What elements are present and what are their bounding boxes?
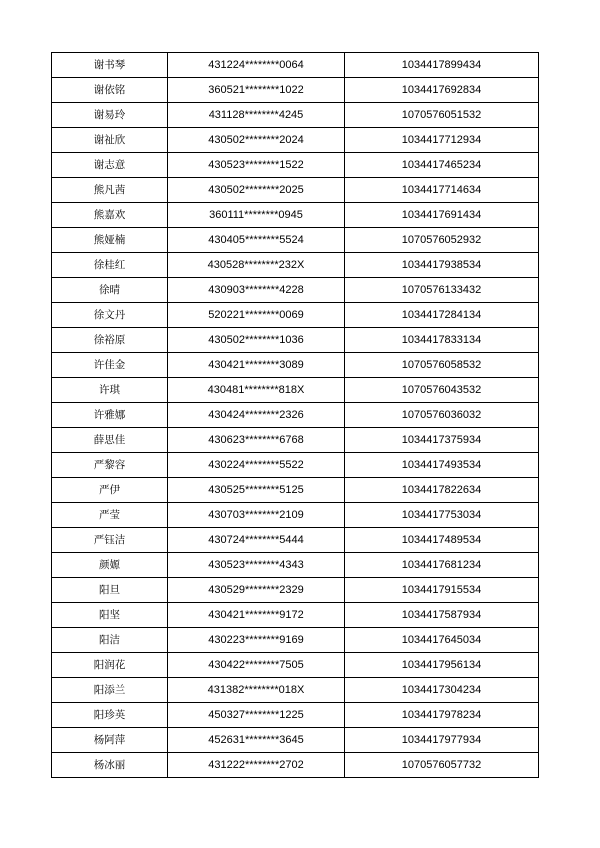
- table-row: [52, 78, 539, 103]
- name-cell: 薛思佳: [52, 428, 168, 453]
- id-number-cell: 431222********2702: [168, 753, 345, 778]
- name-cell: 严钰洁: [52, 528, 168, 553]
- id-number-cell: 430224********5522: [168, 453, 345, 478]
- name-cell: 熊嘉欢: [52, 203, 168, 228]
- roster-table-body: [52, 53, 539, 778]
- table-row: [52, 603, 539, 628]
- name-cell: 徐晴: [52, 278, 168, 303]
- id-number-cell: 430502********2025: [168, 178, 345, 203]
- table-row: [52, 103, 539, 128]
- table-row: [52, 478, 539, 503]
- registration-number-cell: 1034417956134: [345, 653, 539, 678]
- id-number-cell: 430523********1522: [168, 153, 345, 178]
- name-cell: 严黎容: [52, 453, 168, 478]
- name-cell: 谢易玲: [52, 103, 168, 128]
- name-cell: 杨冰丽: [52, 753, 168, 778]
- table-row: [52, 753, 539, 778]
- name-cell: 阳润花: [52, 653, 168, 678]
- table-row: [52, 203, 539, 228]
- id-number-cell: 430421********9172: [168, 603, 345, 628]
- name-cell: 许雅娜: [52, 403, 168, 428]
- id-number-cell: 452631********3645: [168, 728, 345, 753]
- id-number-cell: 430405********5524: [168, 228, 345, 253]
- name-cell: 杨阿萍: [52, 728, 168, 753]
- table-row: [52, 278, 539, 303]
- registration-number-cell: 1034417977934: [345, 728, 539, 753]
- name-cell: 徐桂红: [52, 253, 168, 278]
- id-number-cell: 430529********2329: [168, 578, 345, 603]
- id-number-cell: 360111********0945: [168, 203, 345, 228]
- table-row: [52, 628, 539, 653]
- id-number-cell: 430422********7505: [168, 653, 345, 678]
- registration-number-cell: 1070576043532: [345, 378, 539, 403]
- table-row: [52, 428, 539, 453]
- table-row: [52, 178, 539, 203]
- name-cell: 严伊: [52, 478, 168, 503]
- table-row: [52, 228, 539, 253]
- table-row: [52, 403, 539, 428]
- registration-number-cell: 1034417493534: [345, 453, 539, 478]
- name-cell: 谢祉欣: [52, 128, 168, 153]
- registration-number-cell: 1034417375934: [345, 428, 539, 453]
- registration-number-cell: 1034417587934: [345, 603, 539, 628]
- registration-number-cell: 1034417645034: [345, 628, 539, 653]
- registration-number-cell: 1070576133432: [345, 278, 539, 303]
- table-row: [52, 453, 539, 478]
- name-cell: 徐文丹: [52, 303, 168, 328]
- table-row: [52, 253, 539, 278]
- name-cell: 阳坚: [52, 603, 168, 628]
- table-row: [52, 578, 539, 603]
- table-row: [52, 703, 539, 728]
- id-number-cell: 430703********2109: [168, 503, 345, 528]
- name-cell: 严莹: [52, 503, 168, 528]
- id-number-cell: 450327********1225: [168, 703, 345, 728]
- registration-number-cell: 1034417712934: [345, 128, 539, 153]
- id-number-cell: 430421********3089: [168, 353, 345, 378]
- registration-number-cell: 1034417753034: [345, 503, 539, 528]
- table-row: [52, 328, 539, 353]
- name-cell: 许佳金: [52, 353, 168, 378]
- name-cell: 阳旦: [52, 578, 168, 603]
- id-number-cell: 430424********2326: [168, 403, 345, 428]
- id-number-cell: 430525********5125: [168, 478, 345, 503]
- registration-number-cell: 1034417304234: [345, 678, 539, 703]
- id-number-cell: 430523********4343: [168, 553, 345, 578]
- name-cell: 熊娅楠: [52, 228, 168, 253]
- id-number-cell: 431224********0064: [168, 53, 345, 78]
- registration-number-cell: 1034417833134: [345, 328, 539, 353]
- table-row: [52, 653, 539, 678]
- table-row: [52, 678, 539, 703]
- table-row: [52, 153, 539, 178]
- table-row: [52, 353, 539, 378]
- table-row: [52, 528, 539, 553]
- registration-number-cell: 1034417938534: [345, 253, 539, 278]
- name-cell: 谢依铭: [52, 78, 168, 103]
- registration-number-cell: 1070576051532: [345, 103, 539, 128]
- registration-number-cell: 1034417978234: [345, 703, 539, 728]
- id-number-cell: 430528********232X: [168, 253, 345, 278]
- name-cell: 阳洁: [52, 628, 168, 653]
- name-cell: 徐裕原: [52, 328, 168, 353]
- registration-number-cell: 1034417714634: [345, 178, 539, 203]
- registration-number-cell: 1034417465234: [345, 153, 539, 178]
- id-number-cell: 520221********0069: [168, 303, 345, 328]
- registration-number-cell: 1070576052932: [345, 228, 539, 253]
- name-cell: 阳珍英: [52, 703, 168, 728]
- name-cell: 谢书琴: [52, 53, 168, 78]
- table-row: [52, 553, 539, 578]
- table-row: [52, 303, 539, 328]
- name-cell: 谢志意: [52, 153, 168, 178]
- id-number-cell: 431382********018X: [168, 678, 345, 703]
- registration-number-cell: 1034417915534: [345, 578, 539, 603]
- name-cell: 许琪: [52, 378, 168, 403]
- registration-number-cell: 1034417489534: [345, 528, 539, 553]
- id-number-cell: 430481********818X: [168, 378, 345, 403]
- table-row: [52, 128, 539, 153]
- table-row: [52, 503, 539, 528]
- registration-number-cell: 1070576057732: [345, 753, 539, 778]
- id-number-cell: 430223********9169: [168, 628, 345, 653]
- id-number-cell: 360521********1022: [168, 78, 345, 103]
- name-cell: 阳添兰: [52, 678, 168, 703]
- roster-table: [51, 52, 539, 778]
- registration-number-cell: 1034417284134: [345, 303, 539, 328]
- registration-number-cell: 1070576036032: [345, 403, 539, 428]
- id-number-cell: 430903********4228: [168, 278, 345, 303]
- registration-number-cell: 1070576058532: [345, 353, 539, 378]
- name-cell: 熊凡茜: [52, 178, 168, 203]
- table-row: [52, 378, 539, 403]
- id-number-cell: 431128********4245: [168, 103, 345, 128]
- registration-number-cell: 1034417691434: [345, 203, 539, 228]
- table-row: [52, 728, 539, 753]
- registration-number-cell: 1034417681234: [345, 553, 539, 578]
- registration-number-cell: 1034417692834: [345, 78, 539, 103]
- id-number-cell: 430623********6768: [168, 428, 345, 453]
- id-number-cell: 430724********5444: [168, 528, 345, 553]
- id-number-cell: 430502********2024: [168, 128, 345, 153]
- table-row: [52, 53, 539, 78]
- registration-number-cell: 1034417822634: [345, 478, 539, 503]
- id-number-cell: 430502********1036: [168, 328, 345, 353]
- registration-number-cell: 1034417899434: [345, 53, 539, 78]
- name-cell: 颜嫄: [52, 553, 168, 578]
